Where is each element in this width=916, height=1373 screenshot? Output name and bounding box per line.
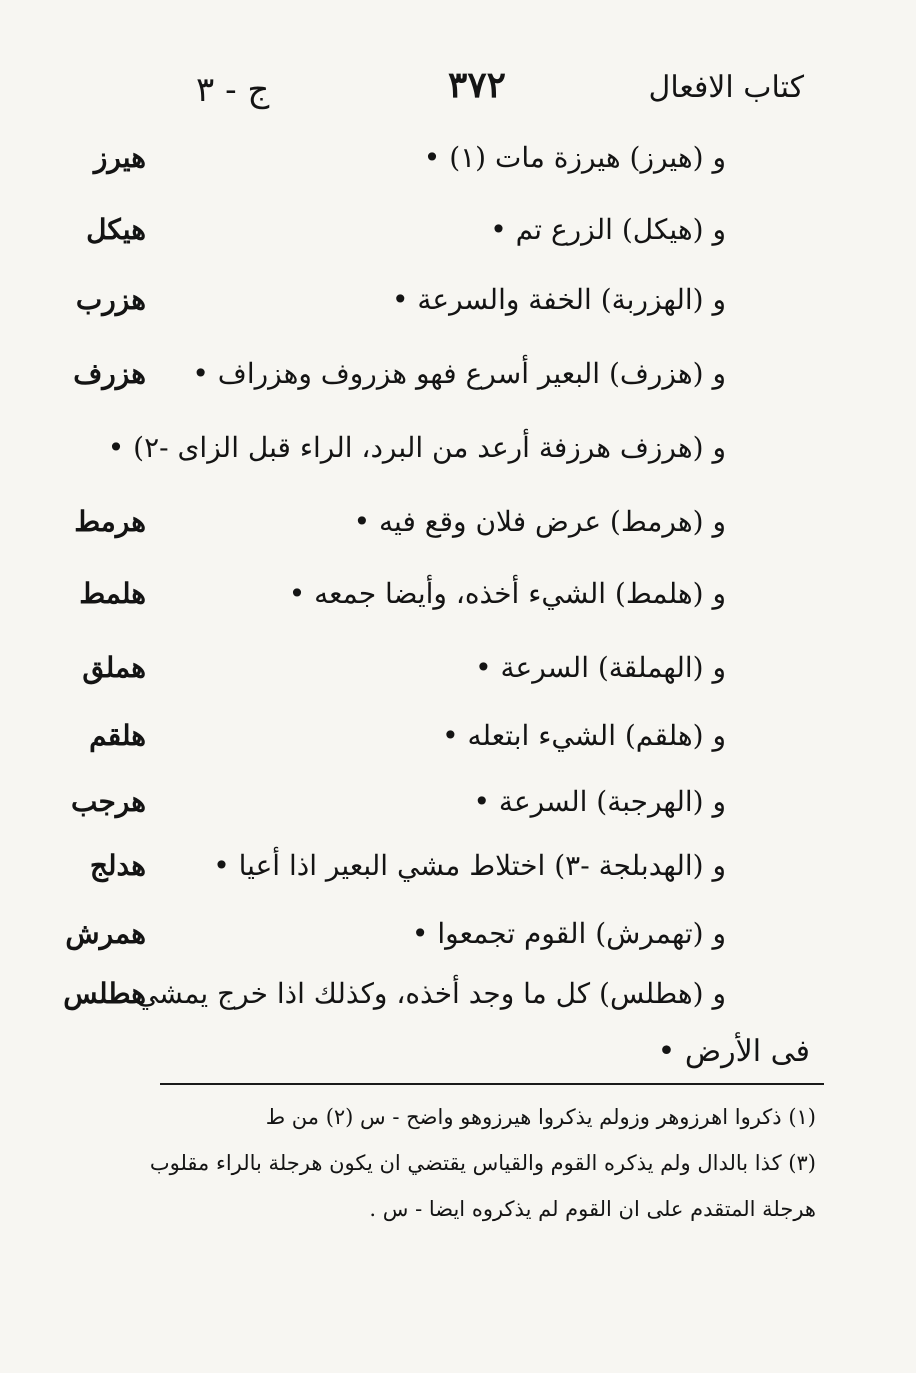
entry-text: و (الهدبلجة -٣) اختلاط مشي البعير اذا أعيا • xyxy=(213,849,726,882)
entry-text: و (هزرف) البعير أسرع فهو هزروف وهزراف • xyxy=(192,357,726,390)
entry-text: و (هلقم) الشيء ابتعله • xyxy=(442,719,726,752)
margin-root: هلمط xyxy=(79,577,146,610)
entry-row xyxy=(0,136,916,206)
entry-row xyxy=(0,426,916,496)
margin-root: هزرب xyxy=(75,283,146,316)
margin-root: هلقم xyxy=(89,719,146,752)
page-header xyxy=(0,62,916,122)
entry-row xyxy=(0,844,916,914)
entry-row xyxy=(0,646,916,716)
entry-row xyxy=(0,780,916,850)
entry-text: و (الهزربة) الخفة والسرعة • xyxy=(391,283,726,316)
entry-row xyxy=(0,572,916,642)
margin-root: هيكل xyxy=(86,213,146,246)
margin-root: هيرز xyxy=(93,141,146,174)
entry-row xyxy=(0,278,916,348)
page-number: ٣٧٢ xyxy=(448,64,507,106)
footnote-line: (١) ذكروا اهرزوهر وزولم يذكروا هيرزوهو واضح - س (٢) من ط xyxy=(265,1105,816,1129)
entry-text: و (هيكل) الزرع تم • xyxy=(490,213,726,246)
footnote-line: (٣) كذا بالدال ولم يذكره القوم والقياس يقتضي ان يكون هرجلة بالراء مقلوب xyxy=(149,1151,816,1175)
entry-text: و (هيرز) هيرزة مات (١) • xyxy=(423,141,726,174)
entry-continuation: فى الأرض • xyxy=(657,1034,810,1069)
book-title: كتاب الافعال xyxy=(648,70,804,105)
margin-root: هرجب xyxy=(70,785,146,818)
entry-row xyxy=(0,352,916,422)
margin-root: هرمط xyxy=(74,505,146,538)
margin-root: همرش xyxy=(65,917,146,950)
entry-row xyxy=(0,208,916,278)
entry-text: و (تهمرش) القوم تجمعوا • xyxy=(411,917,726,950)
entry-row xyxy=(0,714,916,784)
footnote-divider xyxy=(160,1083,824,1085)
entry-text: و (هطلس) كل ما وجد أخذه، وكذلك اذا خرج يمشي xyxy=(135,977,726,1010)
margin-root: هطلس xyxy=(63,977,146,1010)
entry-text: و (هرمط) عرض فلان وقع فيه • xyxy=(353,505,726,538)
margin-root: هدلج xyxy=(89,849,146,882)
entry-text: و (الهرجبة) السرعة • xyxy=(473,785,726,818)
margin-root: هزرف xyxy=(73,357,146,390)
entry-text: و (هلمط) الشيء أخذه، وأيضا جمعه • xyxy=(288,577,726,610)
entry-row xyxy=(0,500,916,570)
entry-text: و (الهملقة) السرعة • xyxy=(475,651,726,684)
volume-number: ج - ٣ xyxy=(196,70,270,110)
entry-text: و (هرزف هرزفة أرعد من البرد، الراء قبل الزاى -٢) • xyxy=(107,431,726,464)
margin-root: هملق xyxy=(82,651,146,684)
footnote-line: هرجلة المتقدم على ان القوم لم يذكروه ايضا - س . xyxy=(369,1197,816,1221)
